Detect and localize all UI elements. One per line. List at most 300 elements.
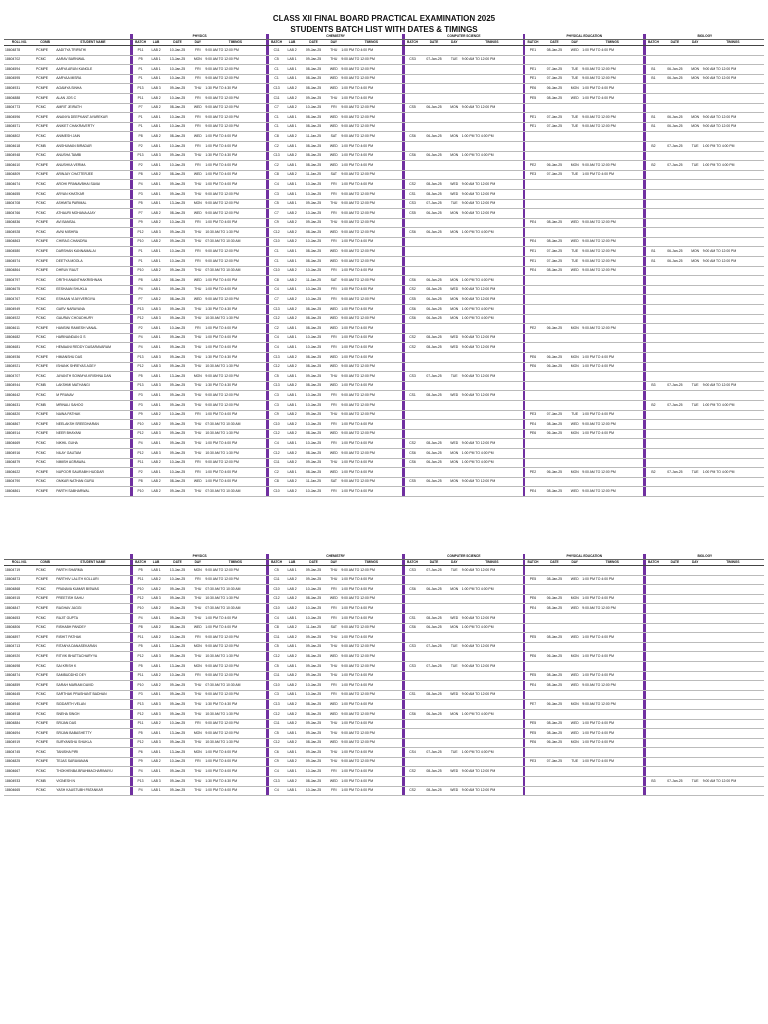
chemistry-timings-cell: 9:00 AM TO 12:00 PM [340, 709, 402, 719]
chemistry-batch-cell: C4 [269, 767, 285, 777]
bio-day-cell: TUE [689, 400, 702, 410]
bio-day-header: DAY [689, 40, 702, 46]
pe-day-cell: TUE [568, 74, 581, 84]
chemistry-date-cell: 10-Jan-25 [300, 343, 327, 353]
chemistry-lab-cell: LAB 1 [284, 372, 300, 382]
bio-timings-cell [702, 180, 764, 190]
physics-day-cell: FRI [191, 633, 204, 643]
pe-timings-cell: 1:00 PM TO 4:00 PM [581, 93, 643, 103]
cs-timings-cell [461, 468, 523, 478]
physics-day-cell: FRI [191, 324, 204, 334]
pe-batch-cell [525, 448, 541, 458]
pe-batch-cell [525, 458, 541, 468]
student-row [4, 487, 764, 497]
pe-date-cell: 08-Jan-25 [541, 93, 568, 103]
cs-batch-cell [405, 420, 421, 430]
roll-no-cell: 18604674 [4, 180, 35, 190]
physics-lab-cell: LAB 3 [148, 84, 164, 94]
student-name-cell: PRANAVA KUMAR BISWAS [55, 585, 130, 595]
chemistry-date-cell: 08-Jan-25 [300, 161, 327, 171]
cs-date-cell: 06-Jan-25 [420, 209, 447, 219]
cs-day-cell: TUE [448, 566, 461, 576]
chemistry-lab-cell: LAB 2 [284, 170, 300, 180]
pe-batch-cell [525, 199, 541, 209]
physics-date-cell: 09-Jan-25 [164, 333, 191, 343]
chemistry-lab-cell: LAB 2 [284, 151, 300, 161]
comb-cell: PCMC [35, 642, 55, 652]
roll-no-cell: 18604806 [4, 623, 35, 633]
physics-timings-cell: 07:30 AM TO 10:30 AM [204, 420, 266, 430]
pe-date-cell [541, 151, 568, 161]
bio-timings-cell [702, 372, 764, 382]
chemistry-lab-cell: LAB 2 [284, 353, 300, 363]
pe-timings-cell: 9:00 AM TO 12:00 PM [581, 420, 643, 430]
bio-day-cell [689, 429, 702, 439]
physics-day-cell: THU [191, 487, 204, 497]
pe-timings-cell [581, 372, 643, 382]
physics-date-cell: 09-Jan-25 [164, 180, 191, 190]
cs-timings-cell: 1:00 PM TO 4:00 PM [461, 748, 523, 758]
chemistry-lab-cell: LAB 2 [284, 218, 300, 228]
pe-batch-cell [525, 132, 541, 142]
bio-timings-cell [702, 285, 764, 295]
chemistry-timings-cell: 1:00 PM TO 4:00 PM [340, 93, 402, 103]
chemistry-day-cell: WED [327, 151, 340, 161]
bio-timings-cell [702, 93, 764, 103]
pe-date-cell [541, 103, 568, 113]
physics-timings-cell: 9:00 AM TO 12:00 PM [204, 458, 266, 468]
physics-lab-cell: LAB 2 [148, 757, 164, 767]
pe-timings-header: TIMINGS [581, 560, 643, 566]
bio-date-cell [661, 439, 688, 449]
chemistry-batch-cell: C6 [269, 748, 285, 758]
student-row [4, 642, 764, 652]
student-row [4, 633, 764, 643]
physics-date-cell: 09-Jan-25 [164, 353, 191, 363]
roll-no-cell: 18604859 [4, 681, 35, 691]
pe-timings-cell [581, 333, 643, 343]
bio-batch-cell [646, 585, 662, 595]
physics-timings-cell: 1:00 PM TO 4:00 PM [204, 786, 266, 796]
cs-timings-cell: 1:00 PM TO 4:00 PM [461, 585, 523, 595]
bio-batch-cell [646, 410, 662, 420]
chemistry-date-cell: 11-Jan-25 [300, 132, 327, 142]
bio-timings-cell: 9:00 AM TO 12:00 PM [702, 122, 764, 132]
bio-date-cell [661, 333, 688, 343]
physics-day-cell: THU [191, 353, 204, 363]
student-name-cell: NIKHIL GUHA [55, 439, 130, 449]
comb-cell: PCMC [35, 343, 55, 353]
chemistry-date-cell: 10-Jan-25 [300, 333, 327, 343]
physics-batch-cell: P4 [133, 285, 149, 295]
student-name-cell: M PRANAV [55, 391, 130, 401]
physics-lab-cell: LAB 2 [148, 170, 164, 180]
student-name-cell: NILAY GAUTAM [55, 448, 130, 458]
physics-batch-cell: P10 [133, 237, 149, 247]
student-row [4, 237, 764, 247]
bio-timings-cell [702, 218, 764, 228]
chemistry-day-cell: WED [327, 709, 340, 719]
roll-no-cell: 18604574 [4, 257, 35, 267]
cs-day-cell: WED [448, 343, 461, 353]
pe-batch-cell: PE4 [525, 604, 541, 614]
pe-batch-cell [525, 623, 541, 633]
pe-day-cell: WED [568, 671, 581, 681]
chemistry-timings-cell: 9:00 AM TO 12:00 PM [340, 218, 402, 228]
bio-batch-cell [646, 719, 662, 729]
comb-cell: PCMC [35, 333, 55, 343]
bio-date-cell: 07-Jan-25 [661, 381, 688, 391]
physics-timings-cell: 10:30 AM TO 1:30 PM [204, 314, 266, 324]
physics-timings-cell: 9:00 AM TO 12:00 PM [204, 400, 266, 410]
cs-day-cell: WED [448, 786, 461, 796]
bio-timings-cell [702, 738, 764, 748]
pe-batch-cell: PE4 [525, 237, 541, 247]
pe-day-cell: TUE [568, 410, 581, 420]
student-row [4, 74, 764, 84]
student-name-cell: GAURAV CHOUDHURY [55, 314, 130, 324]
physics-date-cell: 08-Jan-25 [164, 209, 191, 219]
pe-date-cell [541, 661, 568, 671]
chemistry-date-cell: 09-Jan-25 [300, 719, 327, 729]
cs-day-cell [448, 633, 461, 643]
pe-date-cell [541, 180, 568, 190]
bio-date-cell: 06-Jan-25 [661, 65, 688, 75]
chemistry-timings-cell: 9:00 AM TO 12:00 PM [340, 199, 402, 209]
bio-date-cell [661, 690, 688, 700]
comb-cell: PCMPE [35, 247, 55, 257]
chemistry-lab-cell: LAB 2 [284, 709, 300, 719]
chemistry-batch-cell: C2 [269, 324, 285, 334]
chemistry-date-cell: 08-Jan-25 [300, 381, 327, 391]
physics-date-cell: 09-Jan-25 [164, 448, 191, 458]
bio-group-header: BIOLOGY [646, 554, 764, 560]
pe-date-cell [541, 623, 568, 633]
physics-date-cell: 09-Jan-25 [164, 786, 191, 796]
cs-day-cell [448, 141, 461, 151]
roll-no-cell: 18604864 [4, 266, 35, 276]
cs-timings-cell [461, 141, 523, 151]
chemistry-date-cell: 10-Jan-25 [300, 209, 327, 219]
student-row [4, 429, 764, 439]
physics-timings-cell: 10:30 AM TO 1:30 PM [204, 362, 266, 372]
cs-date-cell [420, 46, 447, 56]
pe-date-cell: 07-Jan-25 [541, 170, 568, 180]
cs-day-cell [448, 362, 461, 372]
pe-timings-cell [581, 305, 643, 315]
bio-day-cell [689, 372, 702, 382]
roll-no-cell: 18604884 [4, 719, 35, 729]
student-name-cell: NUPOOR SAURABH HUDDAR [55, 468, 130, 478]
student-row [4, 700, 764, 710]
chemistry-date-cell: 08-Jan-25 [300, 228, 327, 238]
physics-batch-cell: P5 [133, 55, 149, 65]
physics-timings-cell: 1:00 PM TO 4:00 PM [204, 623, 266, 633]
comb-cell: PCMPE [35, 410, 55, 420]
pe-day-cell: MON [568, 353, 581, 363]
chemistry-timings-cell: 1:00 PM TO 4:00 PM [340, 237, 402, 247]
physics-day-cell: THU [191, 681, 204, 691]
bio-day-cell [689, 652, 702, 662]
physics-batch-cell: P9 [133, 410, 149, 420]
pe-batch-cell [525, 690, 541, 700]
pe-batch-cell: PE1 [525, 113, 541, 123]
bio-day-cell: TUE [689, 777, 702, 787]
bio-timings-cell [702, 276, 764, 286]
chemistry-day-cell: THU [327, 671, 340, 681]
pe-date-cell: 07-Jan-25 [541, 122, 568, 132]
chemistry-batch-cell: C10 [269, 237, 285, 247]
roll-no-cell: 18604897 [4, 633, 35, 643]
roll-no-cell: 18604745 [4, 748, 35, 758]
bio-day-cell [689, 420, 702, 430]
cs-day-cell: MON [448, 709, 461, 719]
chemistry-timings-cell: 9:00 AM TO 12:00 PM [340, 690, 402, 700]
pe-date-cell: 08-Jan-25 [541, 420, 568, 430]
cs-date-cell: 06-Jan-25 [420, 314, 447, 324]
cs-timings-cell [461, 652, 523, 662]
student-name-cell: SURYANSHU SHUKLA [55, 738, 130, 748]
cs-date-cell: 06-Jan-25 [420, 448, 447, 458]
student-row [4, 113, 764, 123]
comb-cell: PCMC [35, 566, 55, 576]
student-name-cell: ISHANK SHREYAS AGEY [55, 362, 130, 372]
student-row [4, 777, 764, 787]
pe-date-cell [541, 199, 568, 209]
physics-timings-cell: 10:30 AM TO 1:30 PM [204, 709, 266, 719]
comb-cell: PCMPE [35, 681, 55, 691]
chemistry-date-cell: 09-Jan-25 [300, 458, 327, 468]
student-name-cell: ANANYA DEEPKANT AYAREKAR [55, 113, 130, 123]
cs-timings-cell: 1:00 PM TO 4:00 PM [461, 314, 523, 324]
cs-date-cell [420, 218, 447, 228]
pe-date-cell [541, 333, 568, 343]
bio-timings-cell: 9:00 AM TO 12:00 PM [702, 65, 764, 75]
pe-batch-cell: PE6 [525, 738, 541, 748]
bio-timings-cell [702, 266, 764, 276]
pe-batch-cell [525, 333, 541, 343]
chemistry-day-cell: THU [327, 748, 340, 758]
chemistry-lab-cell: LAB 2 [284, 623, 300, 633]
pe-batch-cell [525, 343, 541, 353]
pe-day-cell: MON [568, 594, 581, 604]
cs-day-cell [448, 324, 461, 334]
bio-timings-header: TIMINGS [702, 40, 764, 46]
physics-batch-cell: P3 [133, 391, 149, 401]
bio-batch-cell [646, 661, 662, 671]
chemistry-day-cell: SAT [327, 132, 340, 142]
physics-day-cell: THU [191, 84, 204, 94]
comb-cell: PCMC [35, 314, 55, 324]
bio-batch-cell [646, 477, 662, 487]
chemistry-lab-cell: LAB 1 [284, 113, 300, 123]
physics-date-cell: 13-Jan-25 [164, 729, 191, 739]
bio-day-cell [689, 448, 702, 458]
bio-date-cell [661, 295, 688, 305]
pe-timings-cell [581, 180, 643, 190]
student-name-cell: PREETISH SAHU [55, 594, 130, 604]
student-row [4, 613, 764, 623]
physics-timings-cell: 1:00 PM TO 4:00 PM [204, 613, 266, 623]
pe-timings-cell: 9:00 AM TO 12:00 PM [581, 122, 643, 132]
physics-lab-cell: LAB 1 [148, 257, 164, 267]
bio-date-cell [661, 170, 688, 180]
chemistry-date-header: DATE [300, 560, 327, 566]
roll-no-cell: 18604928 [4, 228, 35, 238]
physics-date-cell: 09-Jan-25 [164, 604, 191, 614]
bio-timings-header: TIMINGS [702, 560, 764, 566]
chemistry-lab-cell: LAB 2 [284, 604, 300, 614]
physics-day-cell: WED [191, 103, 204, 113]
chemistry-date-cell: 08-Jan-25 [300, 141, 327, 151]
chemistry-batch-cell: C11 [269, 93, 285, 103]
physics-batch-cell: P4 [133, 439, 149, 449]
chemistry-lab-cell: LAB 1 [284, 333, 300, 343]
pe-date-cell [541, 767, 568, 777]
physics-batch-cell: P1 [133, 113, 149, 123]
physics-date-cell: 09-Jan-25 [164, 362, 191, 372]
physics-batch-cell: P10 [133, 604, 149, 614]
student-row [4, 276, 764, 286]
physics-lab-cell: LAB 3 [148, 652, 164, 662]
chemistry-batch-cell: C11 [269, 46, 285, 56]
student-name-cell: SNEHA SINGH [55, 709, 130, 719]
physics-timings-cell: 9:00 AM TO 12:00 PM [204, 719, 266, 729]
pe-day-cell: WED [568, 420, 581, 430]
cs-batch-cell: CS2 [405, 180, 421, 190]
cs-timings-cell [461, 487, 523, 497]
cs-timings-cell: 9:00 AM TO 12:00 PM [461, 209, 523, 219]
physics-day-cell: MON [191, 55, 204, 65]
bio-day-cell [689, 189, 702, 199]
bio-day-cell [689, 757, 702, 767]
cs-day-cell [448, 247, 461, 257]
chemistry-date-cell: 09-Jan-25 [300, 218, 327, 228]
cs-timings-cell [461, 429, 523, 439]
student-name-cell: HEMAANI REDDY DASARAVARAM [55, 343, 130, 353]
pe-day-cell [568, 661, 581, 671]
pe-day-cell [568, 690, 581, 700]
pe-batch-cell [525, 372, 541, 382]
physics-lab-cell: LAB 3 [148, 700, 164, 710]
pe-batch-cell: PE5 [525, 719, 541, 729]
physics-date-cell: 09-Jan-25 [164, 439, 191, 449]
pe-timings-cell: 1:00 PM TO 4:00 PM [581, 757, 643, 767]
chemistry-date-header: DATE [300, 40, 327, 46]
chemistry-timings-cell: 1:00 PM TO 4:00 PM [340, 141, 402, 151]
bio-day-cell [689, 170, 702, 180]
pe-date-cell [541, 314, 568, 324]
pe-timings-cell: 1:00 PM TO 4:00 PM [581, 729, 643, 739]
comb-cell: PCMPE [35, 266, 55, 276]
pe-timings-cell: 9:00 AM TO 12:00 PM [581, 113, 643, 123]
pe-batch-cell: PE5 [525, 93, 541, 103]
physics-timings-cell: 1:00 PM TO 4:00 PM [204, 218, 266, 228]
pe-date-cell: 06-Jan-25 [541, 353, 568, 363]
cs-day-cell [448, 93, 461, 103]
bio-date-cell [661, 55, 688, 65]
bio-day-cell [689, 585, 702, 595]
pe-batch-cell: PE1 [525, 257, 541, 267]
bio-group-header: BIOLOGY [646, 34, 764, 40]
cs-date-cell: 07-Jan-25 [420, 566, 447, 576]
cs-batch-cell: CS3 [405, 642, 421, 652]
student-row [4, 132, 764, 142]
chemistry-timings-cell: 1:00 PM TO 4:00 PM [340, 487, 402, 497]
pe-date-cell: 06-Jan-25 [541, 738, 568, 748]
student-row [4, 180, 764, 190]
comb-cell: PCMC [35, 585, 55, 595]
student-row [4, 391, 764, 401]
chemistry-lab-cell: LAB 1 [284, 285, 300, 295]
chemistry-timings-cell: 9:00 AM TO 12:00 PM [340, 314, 402, 324]
pe-day-cell [568, 314, 581, 324]
physics-day-cell: THU [191, 594, 204, 604]
cs-day-header: DAY [448, 40, 461, 46]
cs-timings-cell [461, 400, 523, 410]
physics-timings-cell: 9:00 AM TO 12:00 PM [204, 93, 266, 103]
cs-timings-cell: 9:00 AM TO 12:00 PM [461, 690, 523, 700]
chemistry-batch-cell: C4 [269, 333, 285, 343]
roll-no-cell: 18604820 [4, 410, 35, 420]
student-row [4, 458, 764, 468]
bio-batch-cell [646, 623, 662, 633]
cs-batch-cell: CS3 [405, 372, 421, 382]
chemistry-timings-cell: 1:00 PM TO 4:00 PM [340, 719, 402, 729]
physics-date-cell: 08-Jan-25 [164, 170, 191, 180]
physics-lab-cell: LAB 2 [148, 604, 164, 614]
chemistry-batch-cell: C8 [269, 477, 285, 487]
pe-date-cell [541, 228, 568, 238]
physics-batch-cell: P8 [133, 276, 149, 286]
pe-day-cell [568, 448, 581, 458]
student-name-cell: HARINANDAN G S [55, 333, 130, 343]
chemistry-lab-cell: LAB 2 [284, 477, 300, 487]
chemistry-lab-cell: LAB 1 [284, 180, 300, 190]
bio-day-cell [689, 623, 702, 633]
student-name-cell: DRITHI ANANTHAKRISHNAN [55, 276, 130, 286]
physics-day-cell: WED [191, 170, 204, 180]
chemistry-day-cell: THU [327, 372, 340, 382]
physics-timings-cell: 07:30 AM TO 10:30 AM [204, 604, 266, 614]
student-name-cell: NIMISH AGRAWAL [55, 458, 130, 468]
chemistry-timings-cell: 1:00 PM TO 4:00 PM [340, 468, 402, 478]
physics-date-cell: 08-Jan-25 [164, 132, 191, 142]
chemistry-day-cell: WED [327, 141, 340, 151]
chemistry-lab-cell: LAB 1 [284, 199, 300, 209]
bio-timings-cell [702, 477, 764, 487]
physics-day-cell: FRI [191, 410, 204, 420]
pe-timings-cell [581, 103, 643, 113]
pe-date-cell [541, 55, 568, 65]
student-name-cell: AARYA ARUN KANGLE [55, 65, 130, 75]
chemistry-lab-cell: LAB 2 [284, 305, 300, 315]
chemistry-day-cell: WED [327, 777, 340, 787]
pe-date-cell: 08-Jan-25 [541, 719, 568, 729]
student-name-cell: ARYAN KHATKAR [55, 189, 130, 199]
student-name-cell: ANUSHKA VERMA [55, 161, 130, 171]
student-row [4, 151, 764, 161]
comb-cell: PCMPE [35, 46, 55, 56]
physics-lab-cell: LAB 1 [148, 247, 164, 257]
pe-batch-cell: PE1 [525, 247, 541, 257]
physics-timings-cell: 9:00 AM TO 12:00 PM [204, 113, 266, 123]
cs-date-cell: 06-Jan-25 [420, 228, 447, 238]
cs-date-cell [420, 266, 447, 276]
bio-batch-cell [646, 429, 662, 439]
cs-day-cell: MON [448, 151, 461, 161]
bio-batch-cell [646, 314, 662, 324]
